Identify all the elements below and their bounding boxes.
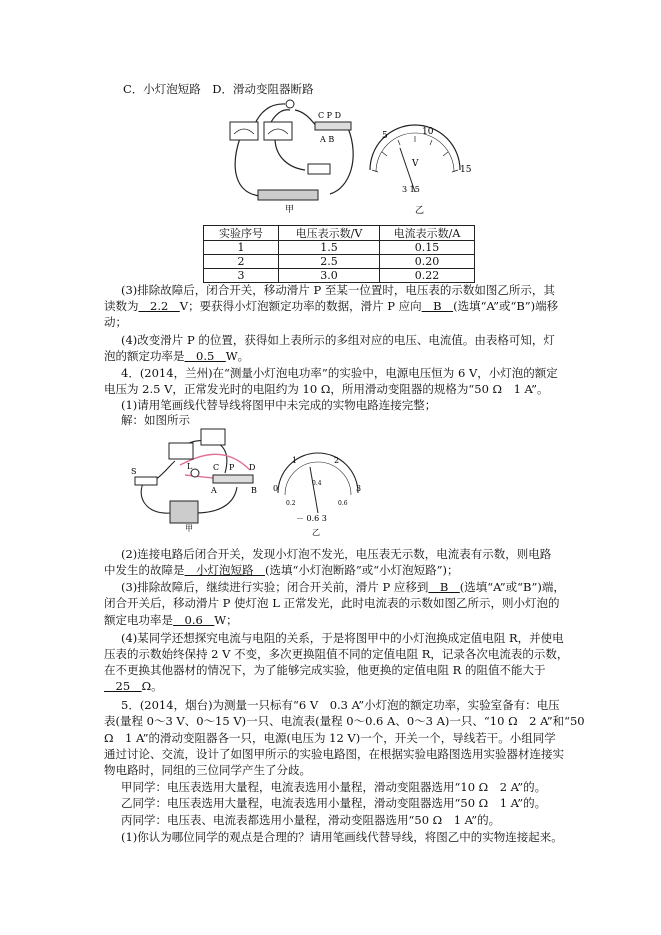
label-p: P: [229, 463, 235, 472]
answer-blank: B: [421, 299, 454, 313]
table-cell: 2: [204, 255, 279, 269]
label-s: S: [131, 467, 137, 476]
table-header: 实验序号: [204, 226, 279, 241]
q4-part3-line1: [121, 580, 565, 595]
table-cell: 3.0: [279, 269, 380, 283]
voltmeter-icon: [230, 122, 258, 140]
scale-small-2: 0.4: [312, 480, 322, 487]
table-header: 电流表示数/A: [380, 226, 475, 241]
answer-blank: 0.5: [184, 349, 226, 363]
q4-part4-line3: 在不更换其他器材的情况下，为了能够完成实验，他更换的定值电阻 R 的阻值不能大于: [104, 663, 546, 677]
fig1-label-yi: 乙: [415, 206, 425, 216]
scale-15: 15: [460, 165, 472, 175]
battery-icon: [258, 190, 318, 200]
text: (选填“小灯泡断路”或“小灯泡短路”)；: [265, 563, 459, 577]
answer-blank: B: [428, 580, 460, 594]
q5-student-bing: 丙同学：电压表、电流表都选用小量程，滑动变阻器选用“50 Ω 1 A”的。: [121, 813, 501, 827]
answer-blank: 0.6: [173, 613, 215, 627]
option-cd: C．小灯泡短路 D．滑动变阻器断路: [123, 82, 314, 96]
table-cell: 0.20: [380, 255, 475, 269]
q4-part4-line4: [104, 679, 163, 694]
table-cell: 3: [204, 269, 279, 283]
text: (选填“A”或“B”)端移: [453, 299, 559, 313]
unit-v: V: [412, 159, 419, 169]
q4-part3-line2: 闭合开关后，移动滑片 P 使灯泡 L 正常发光，此时电流表的示数如图乙所示，则小灯泡的: [104, 596, 560, 610]
rheo-letters: C P D: [318, 111, 342, 120]
rheostat-icon: [315, 122, 351, 130]
text: W；: [214, 613, 238, 627]
scale-2: 2: [334, 456, 340, 465]
q4-intro-line1: 4．(2014，兰州)在“测量小灯泡电功率”的实验中，电源电压恒为 6 V，小灯泡的额定: [121, 366, 558, 380]
q5-line4: 通过讨论、交流，设计了如图甲所示的实验电路图，在根据实验电路图选用实验器材连接实: [104, 747, 564, 761]
answer-blank: 2.2: [138, 299, 180, 313]
q4-part4-line1: (4)某同学还想探究电流与电阻的关系，于是将图甲中的小灯泡换成定值电阻 R，并使电: [121, 631, 564, 645]
text: 中发生的故障是: [104, 563, 185, 577]
battery-icon: [170, 501, 198, 523]
q3-part3-line3: 动；: [104, 315, 127, 329]
ammeter-icon: [264, 122, 292, 140]
q4-part4-line2: 压表的示数始终保持 2 V 不变，多次更换阻值不同的定值电阻 R，记录各次电流表的示数，: [104, 647, 569, 661]
rheo-letters-ab: A B: [320, 135, 335, 144]
label-a: A: [211, 486, 217, 495]
fig2-label-jia: 甲: [185, 524, 193, 533]
ammeter-dial-figure: [268, 455, 368, 535]
table-cell: 0.22: [380, 269, 475, 283]
q5-student-yi: 乙同学：电压表选用大量程，电流表选用小量程，滑动变阻器选用“50 Ω 1 A”的。: [121, 796, 547, 810]
q3-part4-line2: [104, 349, 249, 364]
label-c: C: [213, 463, 220, 472]
data-table: [203, 225, 475, 283]
table-cell: 1.5: [279, 241, 380, 255]
q3-part3-line1: (3)排除故障后，闭合开关，移动滑片 P 至某一位置时，电压表的示数如图乙所示，其: [121, 283, 555, 297]
text: 读数为: [104, 299, 139, 313]
table-header-row: [204, 226, 475, 241]
label-l: L: [187, 462, 193, 471]
q3-part3-line2: [104, 299, 558, 314]
q5-part1: (1)你认为哪位同学的观点是合理的？请用笔画线代替导线，将图乙中的实物连接起来。: [121, 830, 563, 844]
fig1-label-jia: 甲: [285, 205, 295, 215]
table-cell: 0.15: [380, 241, 475, 255]
ammeter-icon: [169, 443, 193, 459]
q4-part2-line1: (2)连接电路后闭合开关，发现小灯泡不发光，电压表无示数，电流表有示数，则电路: [121, 547, 552, 561]
text: W。: [225, 349, 250, 363]
rheostat-icon: [213, 475, 253, 483]
scale-10: 10: [422, 127, 434, 137]
table-row: [204, 269, 475, 283]
scale-1: 1: [292, 456, 298, 465]
q4-part2-line2: [104, 563, 459, 578]
q4-part1-answer: 解：如图所示: [121, 413, 190, 427]
text: (3)排除故障后，继续进行实验；闭合开关前，滑片 P 应移到: [121, 580, 429, 594]
answer-blank: 小灯泡短路: [184, 563, 265, 577]
label-d: D: [249, 463, 256, 472]
circuit-figure-1: [220, 98, 360, 213]
table-cell: 2.5: [279, 255, 380, 269]
label-b: B: [251, 486, 257, 495]
text: V；要获得小灯泡额定功率的数据，滑片 P 应向: [179, 299, 422, 313]
terminals: － 0.6 3: [296, 514, 327, 523]
answer-blank: 25: [104, 679, 142, 693]
q4-part1: (1)请用笔画线代替导线将图甲中未完成的实物电路连接完整；: [121, 398, 437, 412]
fig2-label-yi: 乙: [312, 528, 320, 537]
q4-part3-line3: [104, 613, 238, 628]
scale-small-1: 0.2: [286, 500, 296, 507]
scale-3: 3: [356, 484, 362, 493]
q5-line3: Ω 1 A”的滑动变阻器各一只，电源(电压为 12 V)一个，开关一个，导线若干。小组同学: [104, 731, 556, 745]
table-row: [204, 255, 475, 269]
q5-line5: 物电路时，同组的三位同学产生了分歧。: [104, 763, 311, 777]
table-header: 电压表示数/V: [279, 226, 380, 241]
scale-5: 5: [382, 131, 388, 141]
bulb-icon: [286, 100, 294, 108]
voltmeter-icon: [201, 429, 225, 445]
text: Ω。: [141, 679, 163, 693]
q5-line2: 表(量程 0～3 V、0～15 V)一只、电流表(量程 0～0.6 A、0～3 A)一只、“10 Ω 2 A”和“50: [104, 714, 585, 728]
q4-intro-line2: 电压为 2.5 V，正常发光时的电阻约为 10 Ω，所用滑动变阻器的规格为“50 Ω 1 A”。: [104, 382, 549, 396]
scale-0: 0: [273, 484, 279, 493]
circuit-figure-2: [125, 425, 265, 533]
table-cell: 1: [204, 241, 279, 255]
table-row: [204, 241, 475, 255]
switch-icon: [135, 477, 157, 485]
q5-student-jia: 甲同学：电压表选用大量程，电流表选用小量程，滑动变阻器选用“10 Ω 2 A”的。: [121, 780, 547, 794]
terminals: 3 15: [402, 185, 420, 194]
text: 额定电功率是: [104, 613, 173, 627]
scale-small-3: 0.6: [338, 500, 348, 507]
voltmeter-dial-figure: [360, 127, 472, 216]
needle: [310, 467, 318, 513]
text: (选填“A”或“B”)端，: [459, 580, 565, 594]
switch-icon: [308, 164, 330, 174]
q3-part4-line1: (4)改变滑片 P 的位置，获得如上表所示的多组对应的电压、电流值。由表格可知，灯: [121, 333, 555, 347]
text: 泡的额定功率是: [104, 349, 185, 363]
q5-line1: 5．(2014，烟台)为测量一只标有“6 V 0.3 A”小灯泡的额定功率，实验室备有：电压: [121, 698, 560, 712]
